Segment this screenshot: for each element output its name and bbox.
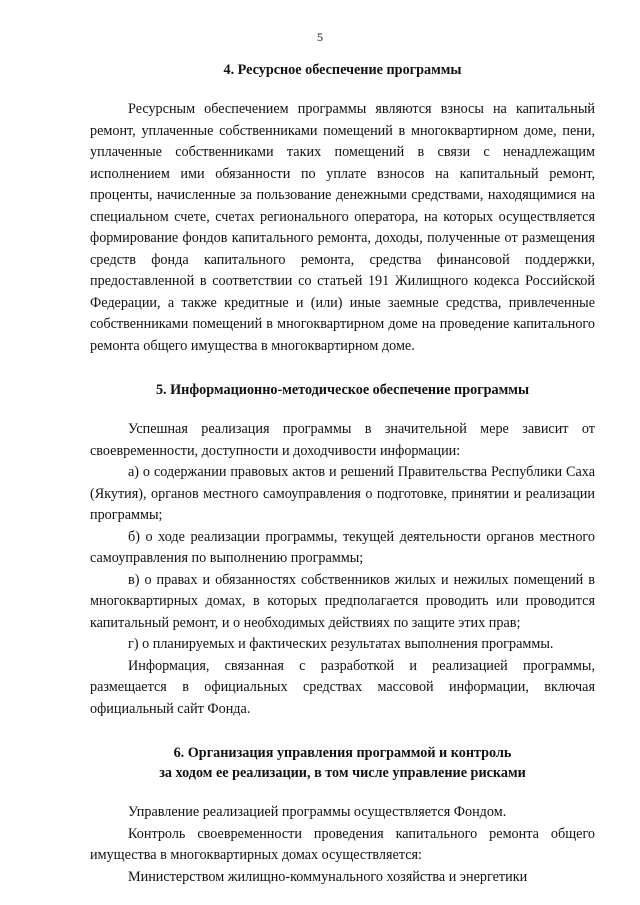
section-5-list-item-a: а) о содержании правовых актов и решений Правительства Республики Саха (Якутия), органов местного самоуправления о подготовке, принятии и реализации программы;: [90, 464, 595, 523]
section-4-heading: 4. Ресурсное обеспечение программы: [223, 62, 462, 78]
section-5-heading: 5. Информационно-методическое обеспечение программы: [155, 382, 530, 398]
section-5-list-item-b: б) о ходе реализации программы, текущей деятельности органов местного самоуправления по выполнению программы;: [90, 528, 595, 566]
section-5-list-item-c: в) о правах и обязанностях собственников жилых и нежилых помещений в многоквартирных домах, в которых предполагается проводить или проводится капитальный ремонт, и о необходимых действиях по защите этих прав;: [90, 571, 595, 631]
document-body: [90, 60, 595, 888]
section-6-heading: [90, 743, 595, 783]
section-6-heading-line-2: за ходом ее реализации, в том числе управление рисками: [159, 765, 526, 781]
section-6-paragraph: Управление реализацией программы осуществляется Фондом.: [128, 804, 507, 820]
page-number: 5: [317, 30, 323, 44]
section-6-heading-line-1: 6. Организация управления программой и контроль: [173, 745, 512, 761]
section-5-list-item-d: г) о планируемых и фактических результатах выполнения программы.: [128, 636, 554, 652]
section-5-paragraph: Информация, связанная с разработкой и реализацией программы, размещается в официальных средствах массовой информации, включая официальный сайт Фонда.: [90, 657, 595, 717]
section-6-paragraph: Контроль своевременности проведения капитального ремонта общего имущества в многоквартирных домах осуществляется:: [90, 825, 595, 863]
section-4-paragraph: Ресурсным обеспечением программы являются взносы на капитальный ремонт, уплаченные собственниками помещений в многоквартирном доме, пени, уплаченные собственниками таких помещений в связи с ненадлежащим исполнением ими обязанности по уплате взносов на капитальный ремонт, проценты, начисленные за пользование денежными средствами, находящимися на специальном счете, счетах регионального оператора, на которых осуществляется формирование фондов капитального ремонта, доходы, полученные от размещения средств фонда капитального ремонта, средства финансовой поддержки, предоставленной в соответствии со статьей 191 Жилищного кодекса Российской Федерации, а также кредитные и (или) иные заемные средства, привлеченные собственниками помещений в многоквартирном доме на проведение капитального ремонта общего имущества в многоквартирном доме.: [90, 101, 595, 354]
section-5-paragraph: Успешная реализация программы в значительной мере зависит от своевременности, доступности и доходчивости информации:: [90, 421, 595, 459]
section-6-paragraph: Министерством жилищно-коммунального хозяйства и энергетики: [128, 868, 528, 885]
